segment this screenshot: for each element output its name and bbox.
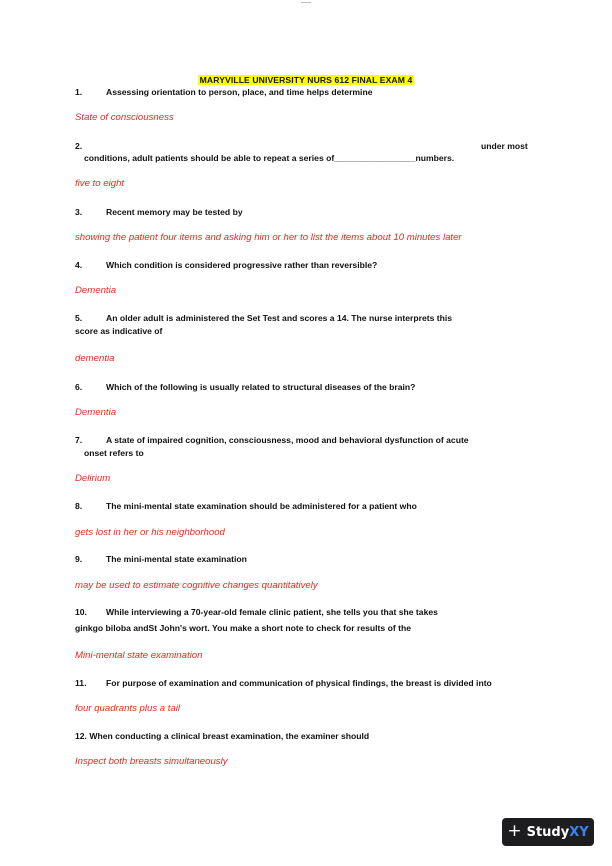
question-10: 10. While interviewing a 70-year-old female clinic patient, she tells you that she takes — [75, 607, 438, 617]
answer-6: Dementia — [75, 407, 117, 418]
question-10-line2: ginkgo biloba andSt John's wort. You make a short note to check for results of the — [75, 623, 411, 633]
answer-7: Delirium — [75, 473, 111, 484]
exam-title: MARYVILLE UNIVERSITY NURS 612 FINAL EXAM 4 — [199, 75, 413, 85]
answer-8: gets lost in her or his neighborhood — [75, 527, 225, 538]
answer-4: Dementia — [75, 285, 117, 296]
question-11: 11. For purpose of examination and communication of physical findings, the breast is divided into — [75, 678, 492, 688]
answer-12: Inspect both breasts simultaneously — [75, 756, 228, 767]
question-4: 4. Which condition is considered progressive rather than reversible? — [75, 260, 378, 270]
question-2-number: 2. — [75, 141, 83, 151]
question-1: 1. Assessing orientation to person, place, and time helps determine — [75, 87, 373, 97]
answer-11: four quadrants plus a tail — [75, 703, 181, 714]
question-3: 3. Recent memory may be tested by — [75, 207, 243, 217]
answer-10: Mini-mental state examination — [75, 650, 203, 661]
answer-5: dementia — [75, 353, 115, 364]
question-5: 5. An older adult is administered the Set Test and scores a 14. The nurse interprets this — [75, 313, 453, 323]
logo-xy-text: XY — [569, 824, 589, 840]
question-8: 8. The mini-mental state examination should be administered for a patient who — [75, 501, 417, 511]
question-2-line2: conditions, adult patients should be able to repeat a series of_________________numbers. — [84, 153, 455, 163]
question-2-line1: under most — [481, 141, 528, 151]
answer-9: may be used to estimate cognitive changes quantitatively — [75, 580, 318, 591]
plus-icon: + — [507, 821, 522, 841]
logo-study-text: Study — [526, 824, 570, 840]
top-mark — [301, 2, 311, 3]
answer-3: showing the patient four items and asking him or her to list the items about 10 minutes later — [75, 232, 462, 243]
question-12: 12. When conducting a clinical breast examination, the examiner should — [75, 731, 370, 741]
studyxy-logo — [502, 818, 594, 846]
question-9: 9. The mini-mental state examination — [75, 554, 247, 564]
question-5-line2: score as indicative of — [75, 326, 163, 336]
question-6: 6. Which of the following is usually related to structural diseases of the brain? — [75, 382, 416, 392]
question-7: 7. A state of impaired cognition, consciousness, mood and behavioral dysfunction of acute — [75, 435, 469, 445]
question-7-line2: onset refers to — [84, 448, 144, 458]
answer-1: State of consciousness — [75, 112, 174, 123]
answer-2: five to eight — [75, 178, 125, 189]
